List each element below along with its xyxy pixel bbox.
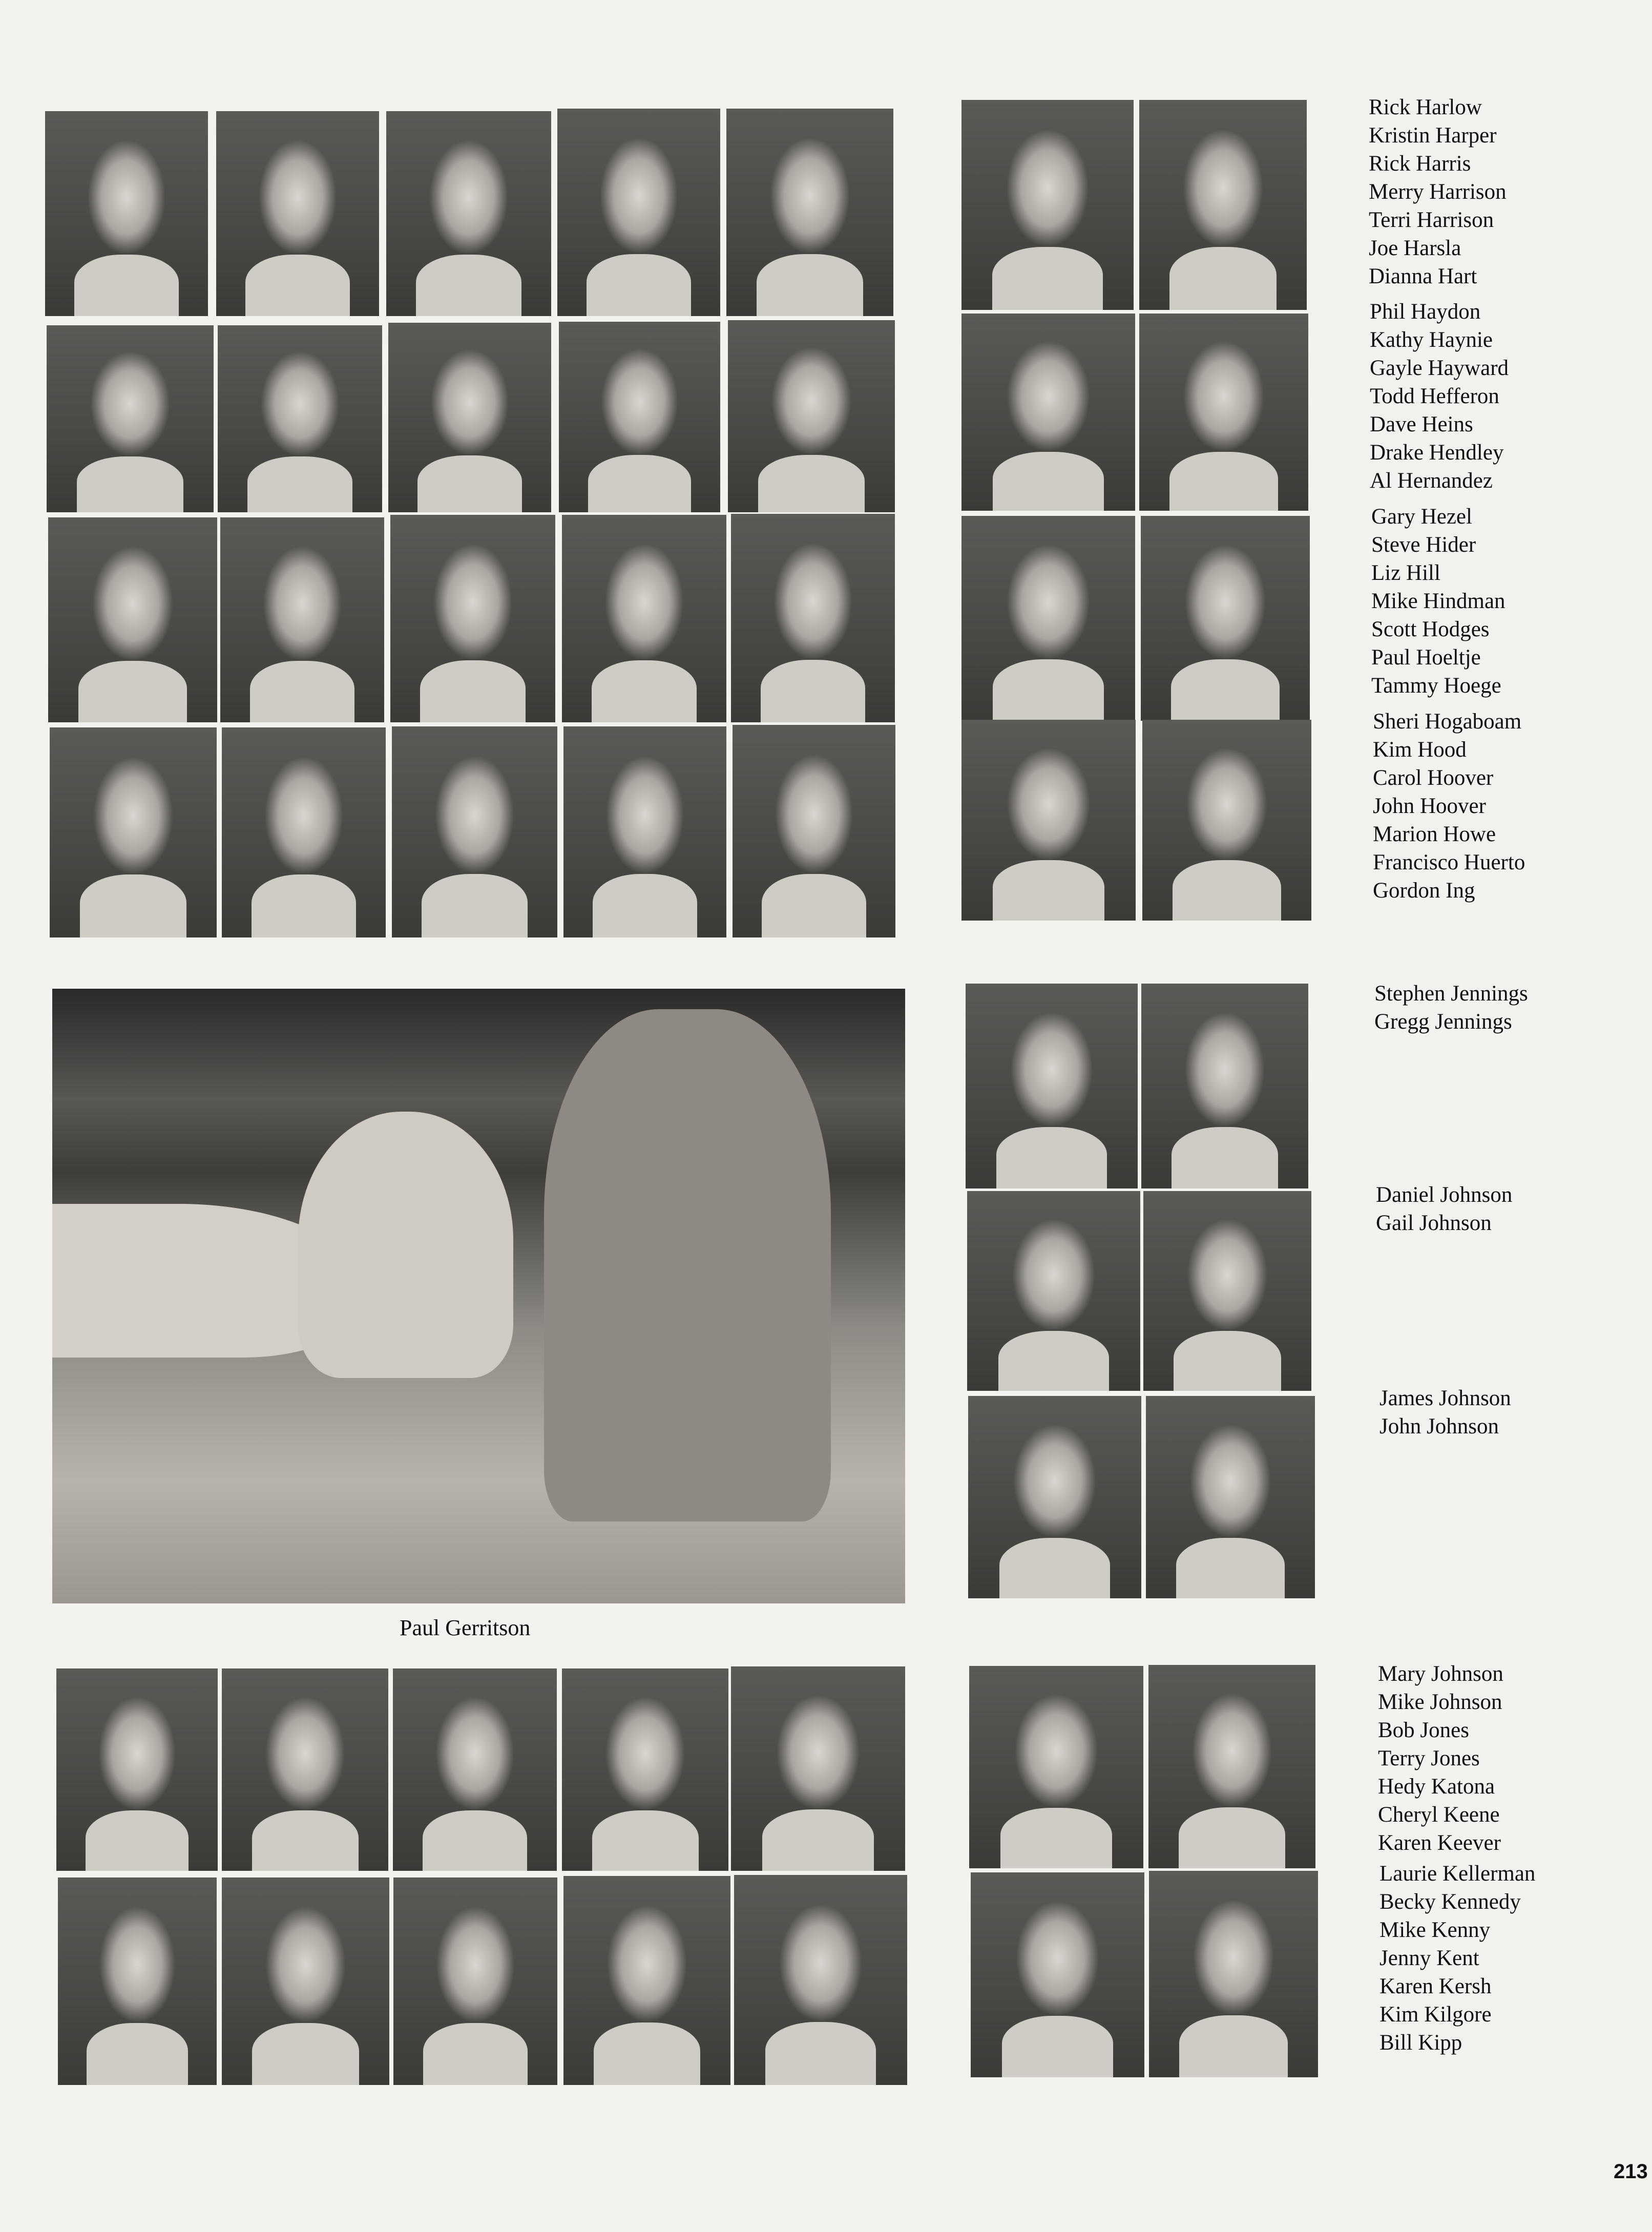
name-entry: Rick Harlow [1369, 95, 1482, 119]
portrait [222, 1878, 389, 2085]
seated-figure-center [298, 1112, 513, 1378]
portrait [50, 727, 217, 937]
portrait [961, 516, 1135, 721]
name-list-group-4 [1373, 707, 1525, 905]
portrait [222, 1668, 388, 1871]
portrait [971, 1872, 1144, 2077]
portrait [1148, 1665, 1315, 1868]
portrait [45, 111, 208, 316]
name-list-group-3 [1371, 503, 1505, 700]
name-entry: Gayle Hayward [1370, 356, 1509, 380]
name-entry: Laurie Kellerman [1379, 1862, 1536, 1886]
name-list-group-2 [1370, 298, 1509, 495]
name-entry: Gary Hezel [1371, 505, 1472, 529]
portrait [58, 1878, 217, 2085]
name-entry: Scott Hodges [1371, 617, 1490, 641]
photo-caption: Paul Gerritson [400, 1615, 531, 1640]
portrait [218, 325, 382, 512]
name-entry: Karen Keever [1378, 1831, 1501, 1855]
portrait [728, 320, 895, 512]
portrait [1149, 1871, 1318, 2077]
portrait [733, 725, 895, 937]
name-entry: John Johnson [1379, 1414, 1499, 1438]
name-entry: Tammy Hoege [1371, 674, 1501, 698]
name-entry: Carol Hoover [1373, 766, 1494, 790]
name-entry: Joe Harsla [1369, 236, 1461, 260]
name-entry: Gregg Jennings [1374, 1010, 1512, 1034]
portrait [563, 1876, 730, 2085]
name-entry: Rick Harris [1369, 152, 1471, 176]
name-list-group-6 [1376, 1181, 1512, 1237]
portrait [557, 109, 720, 316]
portrait [386, 111, 551, 316]
portrait [562, 1668, 728, 1871]
name-list-group-9 [1379, 1860, 1535, 2057]
name-entry: Gordon Ing [1373, 879, 1475, 903]
name-entry: Sheri Hogaboam [1373, 710, 1522, 734]
name-list-group-1 [1369, 93, 1507, 290]
portrait [726, 109, 893, 316]
name-entry: Kathy Haynie [1370, 328, 1493, 352]
portrait [56, 1668, 218, 1871]
name-entry: Daniel Johnson [1376, 1183, 1513, 1207]
portrait [961, 100, 1134, 310]
portrait [731, 514, 895, 722]
name-entry: Bob Jones [1378, 1718, 1469, 1742]
name-list-group-8 [1378, 1660, 1503, 1857]
name-entry: Gail Johnson [1376, 1211, 1492, 1235]
name-entry: Becky Kennedy [1379, 1890, 1521, 1914]
name-entry: Cheryl Keene [1378, 1803, 1500, 1827]
portrait [393, 1878, 557, 2085]
name-entry: Hedy Katona [1378, 1775, 1495, 1799]
portrait [392, 726, 557, 937]
portrait [216, 111, 379, 316]
name-entry: Stephen Jennings [1374, 982, 1528, 1006]
portrait [220, 517, 384, 722]
portrait [393, 1668, 557, 1871]
portrait [969, 1666, 1143, 1868]
name-entry: Mary Johnson [1378, 1662, 1503, 1686]
portrait [388, 323, 551, 512]
name-entry: Kim Hood [1373, 738, 1467, 762]
portrait [731, 1666, 905, 1871]
name-list-group-7 [1379, 1384, 1511, 1441]
name-entry: Merry Harrison [1369, 180, 1507, 204]
portrait [559, 322, 720, 512]
portrait [1141, 516, 1310, 721]
portrait [1143, 1191, 1311, 1391]
name-entry: Al Hernandez [1370, 469, 1493, 493]
portrait [961, 314, 1135, 511]
portrait [967, 1191, 1140, 1391]
name-entry: Kim Kilgore [1379, 2002, 1492, 2027]
name-entry: Bill Kipp [1379, 2031, 1462, 2055]
name-entry: Dianna Hart [1369, 264, 1477, 288]
portrait [968, 1396, 1141, 1598]
portrait [222, 727, 386, 937]
name-entry: Jenny Kent [1379, 1946, 1479, 1970]
name-entry: Mike Hindman [1371, 589, 1505, 613]
name-entry: Dave Heins [1370, 412, 1473, 436]
name-entry: Steve Hider [1371, 533, 1476, 557]
portrait [1139, 100, 1307, 310]
portrait [1146, 1396, 1315, 1598]
name-entry: Liz Hill [1371, 561, 1440, 585]
portrait [47, 325, 214, 512]
name-entry: Francisco Huerto [1373, 850, 1525, 874]
name-entry: Terry Jones [1378, 1746, 1480, 1770]
portrait [48, 517, 217, 722]
portrait [390, 515, 555, 722]
portrait [966, 984, 1138, 1188]
portrait [563, 726, 726, 937]
name-entry: Phil Haydon [1370, 300, 1481, 324]
name-entry: Kristin Harper [1369, 123, 1497, 148]
portrait [734, 1875, 907, 2085]
name-entry: Todd Hefferon [1370, 384, 1499, 408]
name-list-group-5 [1374, 979, 1528, 1036]
name-entry: James Johnson [1379, 1386, 1511, 1410]
page-number: 213 [1614, 2160, 1648, 2183]
name-entry: Karen Kersh [1379, 1974, 1492, 1998]
name-entry: Drake Hendley [1370, 441, 1504, 465]
name-entry: Terri Harrison [1369, 208, 1494, 232]
name-entry: Mike Kenny [1379, 1918, 1491, 1942]
portrait [562, 515, 726, 722]
name-entry: Marion Howe [1373, 822, 1496, 846]
seated-figure-right [544, 1009, 831, 1521]
portrait [1141, 984, 1308, 1188]
candid-photo [52, 989, 905, 1603]
portrait [1139, 314, 1308, 511]
name-entry: John Hoover [1373, 794, 1486, 818]
name-entry: Paul Hoeltje [1371, 645, 1481, 670]
portrait [961, 720, 1136, 921]
name-entry: Mike Johnson [1378, 1690, 1502, 1714]
portrait [1142, 720, 1311, 921]
